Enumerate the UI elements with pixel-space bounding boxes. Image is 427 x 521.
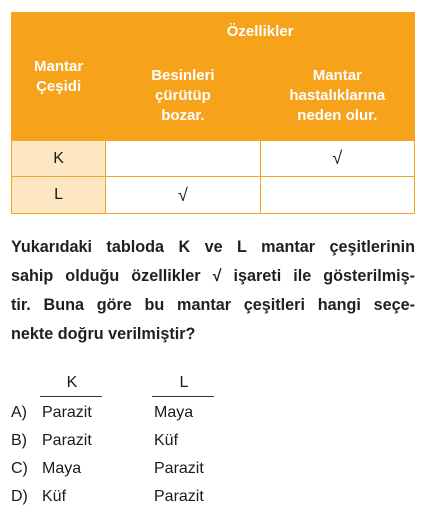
cell-k-decompose xyxy=(106,141,260,177)
feature-header-decompose-text: Besinleri çürütüp bozar. xyxy=(151,66,215,124)
question-line: tir. Buna göre bu mantar çeşitleri hangi seçe- xyxy=(11,296,415,314)
option-l-value: Maya xyxy=(154,404,194,421)
question-line: Yukarıdaki tabloda K ve L mantar çeşitlerinin xyxy=(11,238,415,256)
options-column-k-header: K xyxy=(66,374,78,391)
question-line: sahip olduğu özellikler √ işareti ile gösterilmiş- xyxy=(11,267,415,285)
table-row xyxy=(12,141,415,177)
option-letter: A) xyxy=(11,404,27,421)
cell-l-disease xyxy=(260,177,414,214)
option-k-value: Küf xyxy=(42,488,67,505)
option-l-value: Küf xyxy=(154,432,179,449)
mushroom-type-header-text: Mantar Çeşidi xyxy=(34,57,84,95)
question-text xyxy=(11,233,415,349)
features-group-header: Özellikler xyxy=(106,13,415,51)
option-letter: C) xyxy=(11,460,28,477)
option-l-value: Parazit xyxy=(154,488,204,505)
feature-header-decompose xyxy=(106,51,260,141)
options-column-l-underline xyxy=(152,396,214,397)
cell-k-disease: √ xyxy=(260,141,414,177)
option-letter: D) xyxy=(11,488,28,505)
features-table xyxy=(11,12,415,214)
option-k-value: Maya xyxy=(42,460,82,477)
option-l-value: Parazit xyxy=(154,460,204,477)
option-k-value: Parazit xyxy=(42,404,92,421)
feature-header-disease xyxy=(260,51,414,141)
mushroom-type-header xyxy=(12,13,106,141)
options-column-l-header: L xyxy=(179,374,189,391)
row-label-l: L xyxy=(12,177,106,214)
row-label-k: K xyxy=(12,141,106,177)
option-letter: B) xyxy=(11,432,27,449)
feature-header-disease-text: Mantar hastalıklarına neden olur. xyxy=(289,66,386,124)
table-row xyxy=(12,177,415,214)
option-k-value: Parazit xyxy=(42,432,92,449)
cell-l-decompose: √ xyxy=(106,177,260,214)
options-column-k-underline xyxy=(40,396,102,397)
question-line: nekte doğru verilmiştir? xyxy=(11,325,196,343)
